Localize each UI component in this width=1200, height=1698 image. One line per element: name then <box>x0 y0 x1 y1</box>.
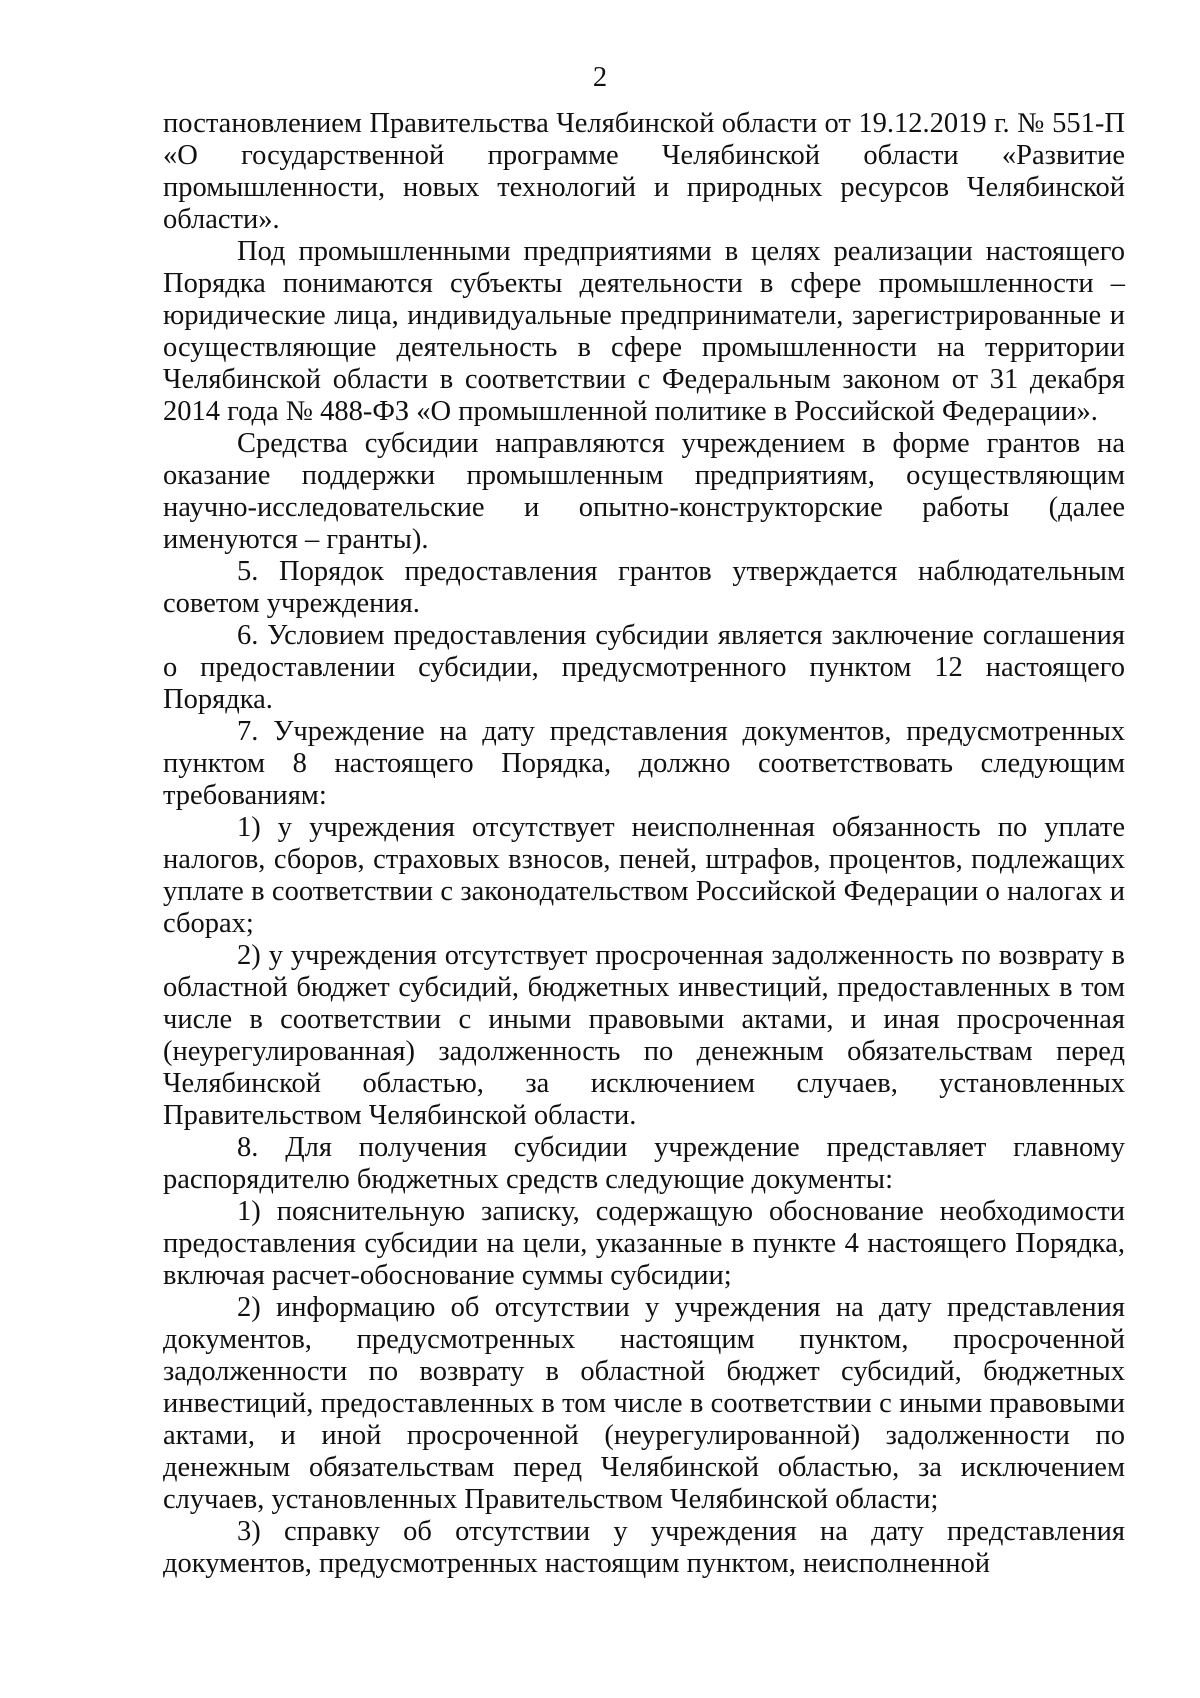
paragraph-item-7-2: 2) у учреждения отсутствует просроченная задолженность по возврату в областной бюджет субсидий, бюджетных инвестиций, предоставленных в том числе в соответствии с иными правовыми актами, и иная просроченная (неурегулированная) задолженность по денежным обязательствам перед Челябинской областью, за исключением случаев, установленных Правительством Челябинской области. <box>163 940 1125 1131</box>
page-number: 2 <box>592 62 608 93</box>
paragraph-grants: Средства субсидии направляются учреждением в форме грантов на оказание поддержки промышленным предприятиям, осуществляющим научно-исследовательские и опытно-конструкторские работы (далее именуются – гранты). <box>163 428 1125 555</box>
paragraph-item-6: 6. Условием предоставления субсидии является заключение соглашения о предоставлении субсидии, предусмотренного пунктом 12 настоящего Порядка. <box>163 620 1125 715</box>
paragraph-item-7-1: 1) у учреждения отсутствует неисполненная обязанность по уплате налогов, сборов, страховых взносов, пеней, штрафов, процентов, подлежащих уплате в соответствии с законодательством Российской Федерации о налогах и сборах; <box>163 812 1125 939</box>
paragraph-item-5: 5. Порядок предоставления грантов утверждается наблюдательным советом учреждения. <box>163 556 1125 619</box>
paragraph-item-8-3: 3) справку об отсутствии у учреждения на дату представления документов, предусмотренных настоящим пунктом, неисполненной <box>163 1516 1125 1579</box>
paragraph-item-7: 7. Учреждение на дату представления документов, предусмотренных пунктом 8 настоящего Порядка, должно соответствовать следующим требованиям: <box>163 716 1125 811</box>
paragraph-item-8: 8. Для получения субсидии учреждение представляет главному распорядителю бюджетных средств следующие документы: <box>163 1132 1125 1195</box>
paragraph-continuation: постановлением Правительства Челябинской области от 19.12.2019 г. № 551-П «О государственной программе Челябинской области «Развитие промышленности, новых технологий и природных ресурсов Челябинской области». <box>163 108 1125 235</box>
document-body <box>163 108 1125 1580</box>
paragraph-industrial-enterprises: Под промышленными предприятиями в целях реализации настоящего Порядка понимаются субъекты деятельности в сфере промышленности – юридические лица, индивидуальные предприниматели, зарегистрированные и осуществляющие деятельность в сфере промышленности на территории Челябинской области в соответствии с Федеральным законом от 31 декабря 2014 года № 488-ФЗ «О промышленной политике в Российской Федерации». <box>163 236 1125 427</box>
paragraph-item-8-1: 1) пояснительную записку, содержащую обоснование необходимости предоставления субсидии на цели, указанные в пункте 4 настоящего Порядка, включая расчет-обоснование суммы субсидии; <box>163 1196 1125 1291</box>
paragraph-item-8-2: 2) информацию об отсутствии у учреждения на дату представления документов, предусмотренных настоящим пунктом, просроченной задолженности по возврату в областной бюджет субсидий, бюджетных инвестиций, предоставленных в том числе в соответствии с иными правовыми актами, и иной просроченной (неурегулированной) задолженности по денежным обязательствам перед Челябинской областью, за исключением случаев, установленных Правительством Челябинской области; <box>163 1292 1125 1515</box>
